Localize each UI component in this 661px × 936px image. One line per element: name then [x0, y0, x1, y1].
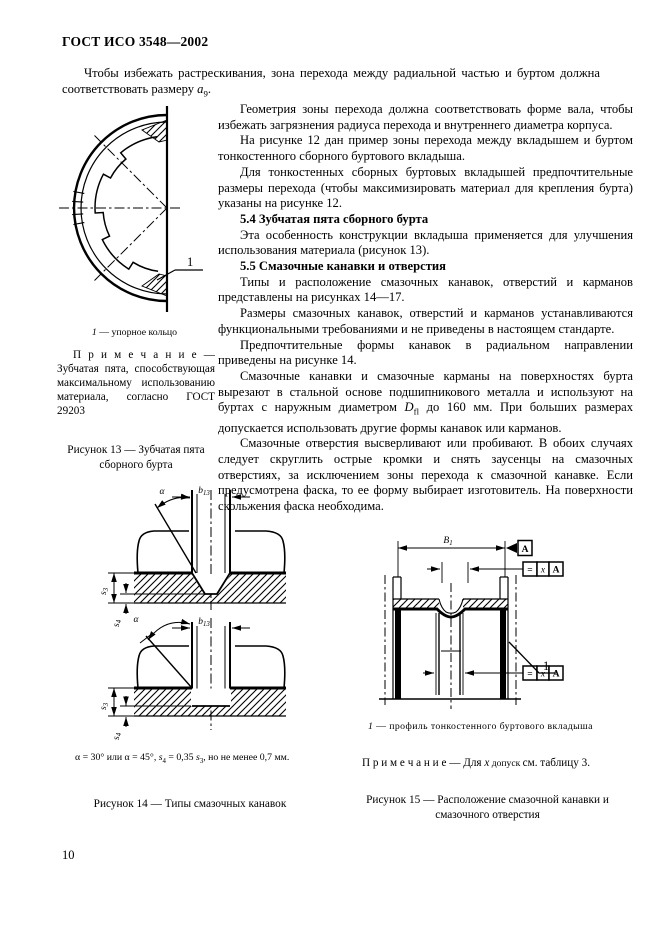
- paragraph: Смазочные отверстия высверливают или пробивают. В обоих случаях следует скруглить острые кромки и снять заусенцы на смазочных отверстиях, за исключением зоны перехода к смазочной канавке. Если предусмотрена фаска, то ее форму выбирает изготовитель. На поверхности скольжения фаска необходима.: [218, 436, 633, 514]
- svg-text:x: x: [540, 565, 546, 576]
- fig14-top-s3-label: s3: [99, 587, 110, 595]
- fig15-datum-letter: A: [521, 544, 529, 555]
- fig14-bottom-b13-label: b13: [198, 617, 210, 628]
- paragraph: Типы и расположение смазочных канавок, отверстий и карманов представлены на рисунках 14—17.: [218, 274, 633, 305]
- fig14-caption: Рисунок 14 — Типы смазочных канавок: [93, 798, 287, 810]
- fig13-note: П р и м е ч а н и е — Зубчатая пята, способствующая максимальному использованию материала, согласно ГОСТ 29203: [57, 349, 215, 417]
- paragraph: На рисунке 12 дан пример зоны перехода между вкладышем и буртом тонкостенного сборного буртового вкладыша.: [218, 133, 633, 164]
- fig14-footnote: α = 30° или α = 45°, $s_4 = 0,35$ $s_3$, но не менее 0,7 мм.: [75, 752, 290, 765]
- fig14-bottom-s4-label: s4: [112, 732, 123, 740]
- fig15-caption: Рисунок 15 — Расположение смазочной канавки и смазочного отверстия: [366, 794, 609, 821]
- paragraph: Размеры смазочных канавок, отверстий и карманов устанавливаются функциональными требованиями и не приведены в настоящем стандарте.: [218, 306, 633, 336]
- fig15-groove-dimension: [427, 562, 563, 583]
- fig15-note: П р и м е ч а н и е — Для x допуск см. таблицу 3.: [362, 757, 591, 769]
- paragraph: Для тонкостенных сборных буртовых вкладышей предпочтительные размеры перехода (чтобы максимизировать материал для крепления бурта) указаны на рисунке 12.: [218, 164, 633, 211]
- page-number: 10: [62, 848, 75, 862]
- fig15-b1-dimension: [398, 536, 532, 577]
- paragraph: Смазочные канавки и смазочные карманы на поверхностях бурта вырезают в стальной основе подшипникового металла и используют на буртах с наружным диаметром $D_{fl}$ до 160 мм. При больших размерах допускается использовать другие формы канавок или карманов.: [218, 368, 634, 435]
- fig14-top-s4-label: s4: [112, 619, 123, 627]
- paragraph: Геометрия зоны перехода должна соответствовать форме вала, чтобы избежать загрязнения радиуса перехода и внутреннего диаметра корпуса.: [218, 102, 633, 132]
- svg-text:A: A: [552, 565, 560, 576]
- fig15-datum-triangle: [506, 543, 517, 553]
- svg-text:A: A: [552, 669, 560, 680]
- fig15-profile-body: [379, 575, 521, 709]
- figure-14-drawing: [70, 484, 300, 750]
- main-text-column: [218, 102, 633, 515]
- paragraph: Предпочтительные формы канавок в радиальном направлении приведены на рисунке 14.: [218, 337, 633, 368]
- figure-15-drawing: [375, 527, 587, 715]
- intro-text: Чтобы избежать растрескивания, зона перехода между радиальной частью и буртом должна соответствовать размеру $a_9$.: [62, 66, 600, 99]
- doc-header: ГОСТ ИСО 3548—2002: [62, 34, 209, 49]
- fig14-top-alpha-label: α: [159, 487, 165, 497]
- fig13-caption: Рисунок 13 — Зубчатая пята сборного бурта: [67, 444, 205, 471]
- fig14-bottom-alpha-label: α: [133, 615, 139, 625]
- svg-text:x: x: [540, 669, 546, 680]
- paragraph: Эта особенность конструкции вкладыша применяется для улучшения использования материала (рисунок 13).: [218, 227, 633, 258]
- section-heading-5-5: 5.5 Смазочные канавки и отверстия: [240, 259, 447, 274]
- fig15-tolerance-frame-top: [523, 562, 563, 576]
- fig13-legend: 1 — упорное кольцо: [91, 327, 178, 338]
- fig14-bottom-drawing: [99, 615, 286, 740]
- fig14-top-drawing: [99, 486, 286, 627]
- fig15-callout-label: 1: [543, 659, 550, 673]
- fig13-callout-label: 1: [187, 255, 194, 269]
- symmetry-symbol: =: [527, 565, 533, 576]
- fig13-serrated-ring: [95, 137, 158, 272]
- fig14-top-b13-label: b13: [198, 486, 210, 497]
- section-heading-5-4: 5.4 Зубчатая пята сборного бурта: [240, 211, 429, 226]
- fig14-bottom-s3-label: s3: [99, 702, 110, 710]
- symmetry-symbol: =: [527, 669, 533, 680]
- figure-13-drawing: [57, 104, 212, 314]
- intro-paragraph: [62, 66, 600, 102]
- fig15-b1-label: B1: [443, 536, 453, 547]
- fig15-legend: 1 — профиль тонкостенного буртового вкладыша: [368, 721, 593, 732]
